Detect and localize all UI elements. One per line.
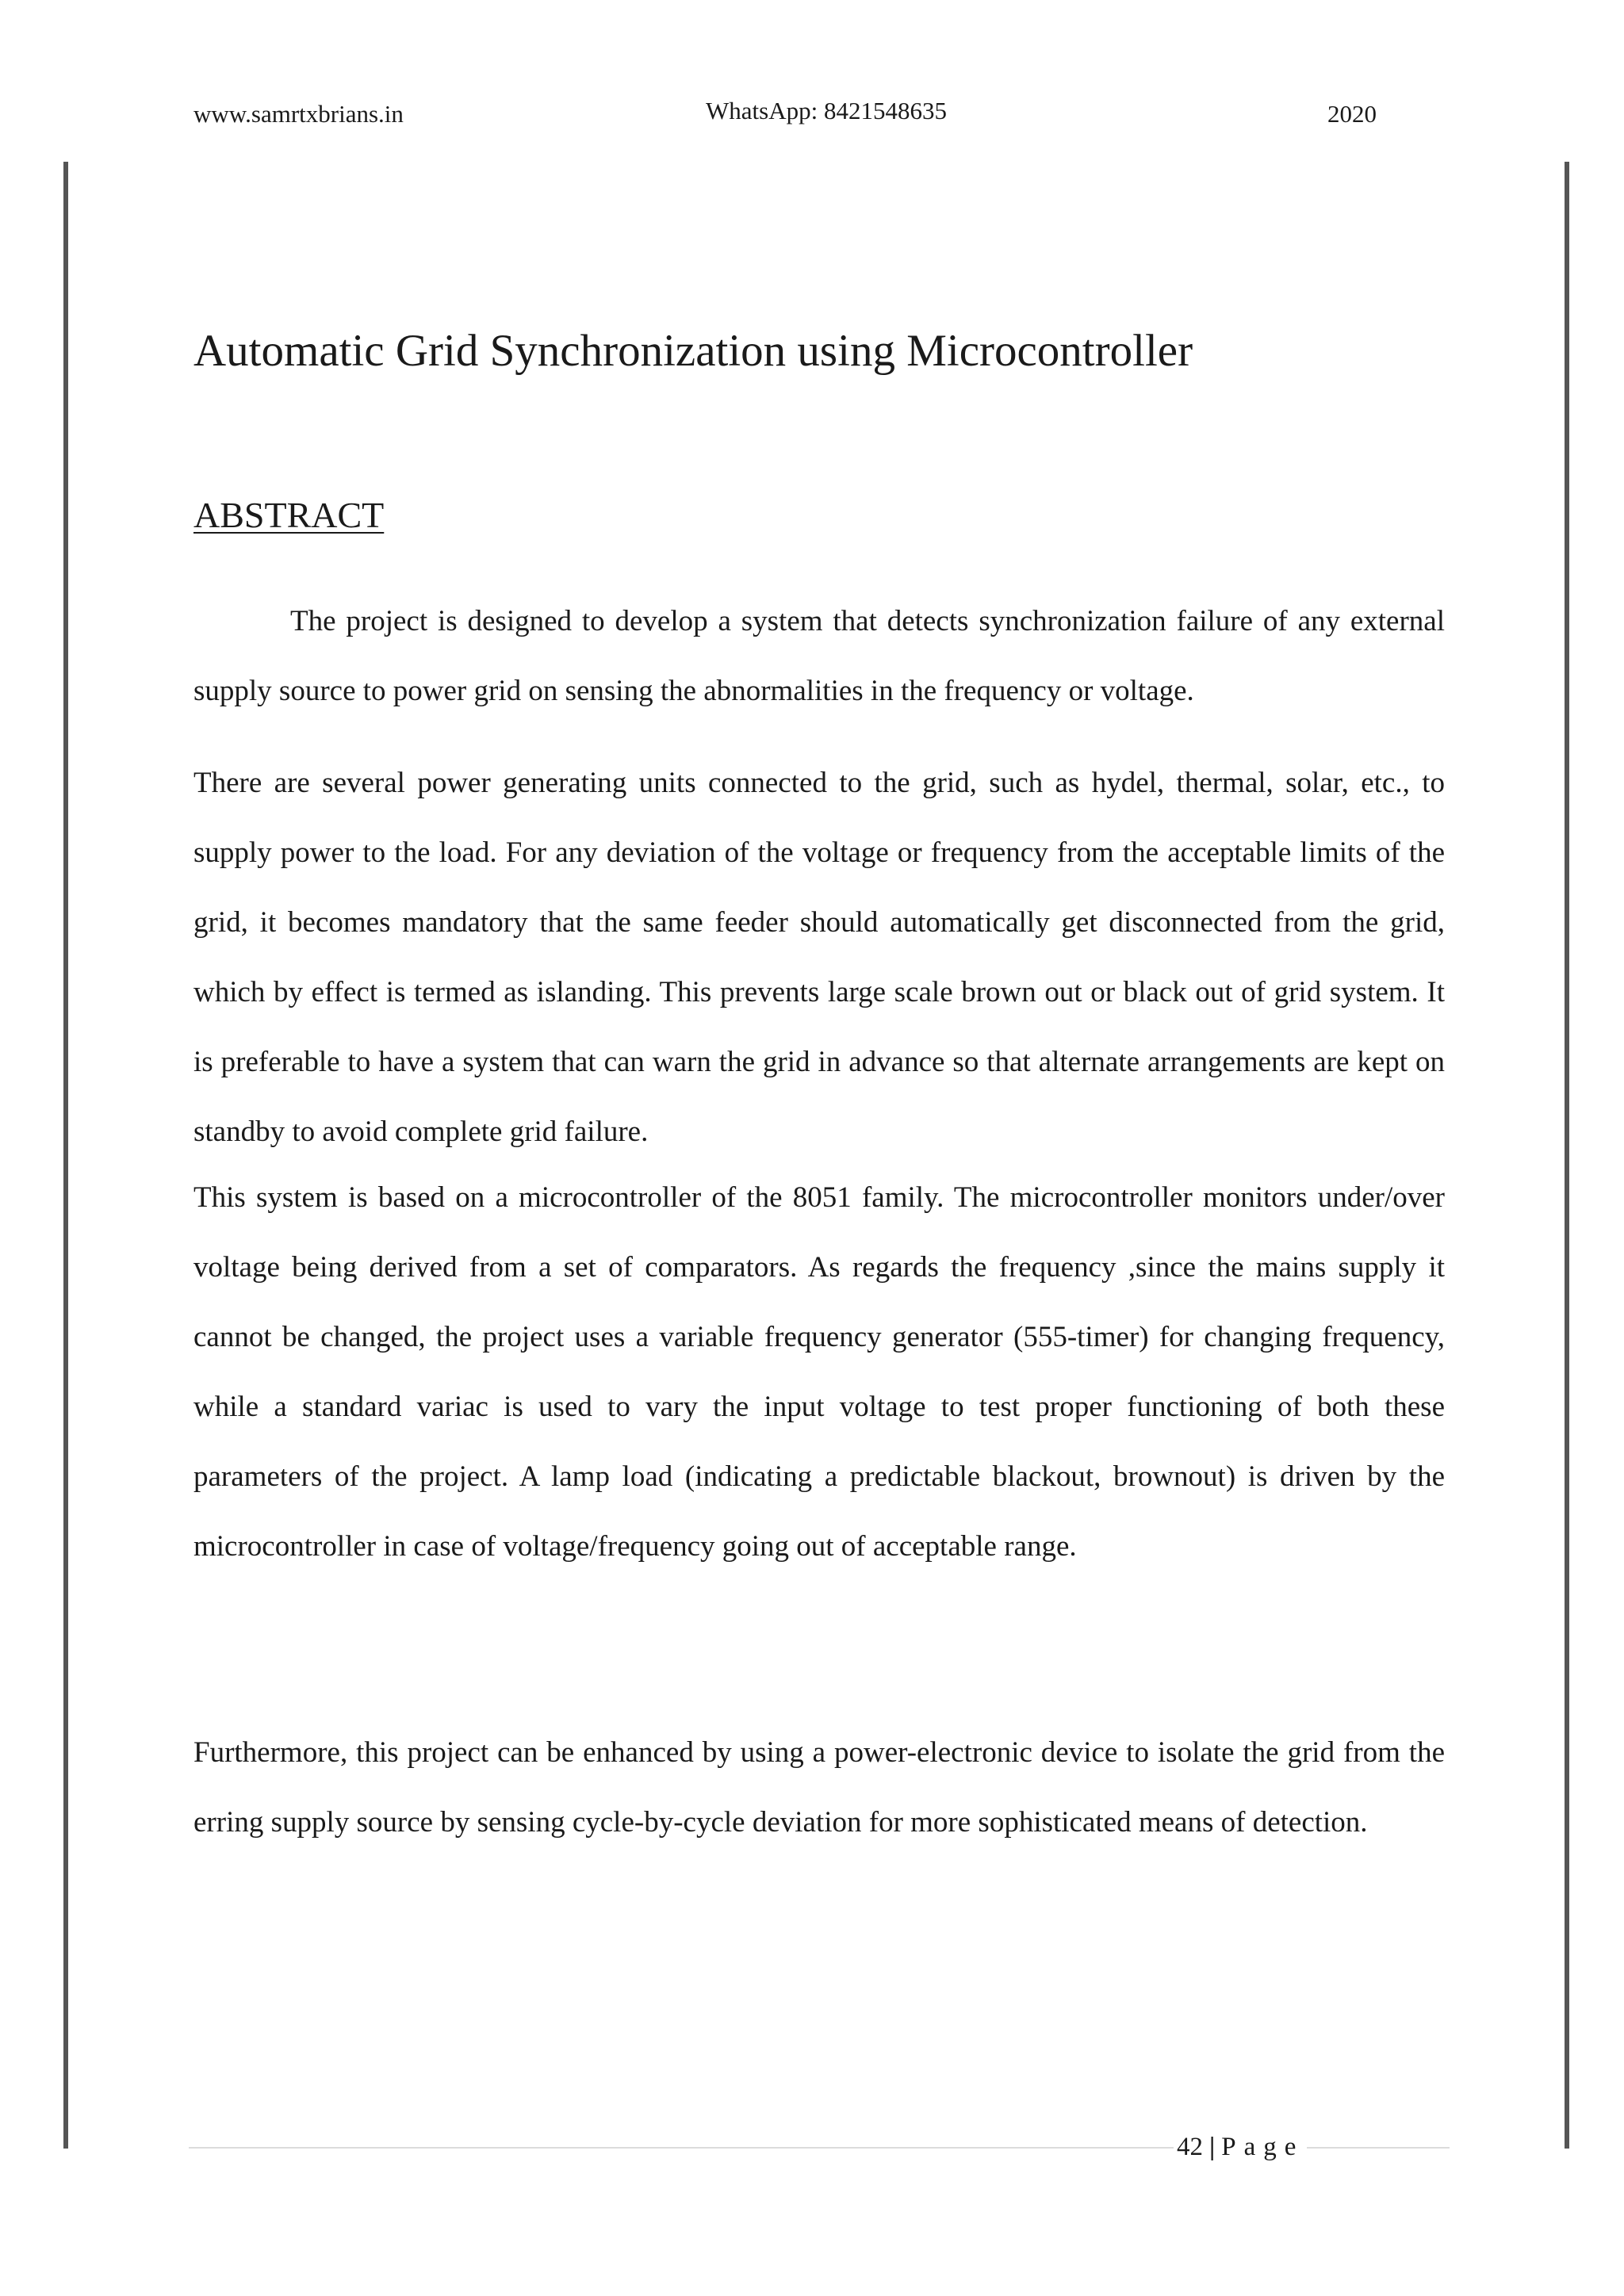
- page-number: 42: [1177, 2133, 1203, 2161]
- abstract-paragraph-3: This system is based on a microcontroller of the 8051 family. The microcontroller monitors under/over voltage being derived from a set of comparators. As regards the frequency ,since the mains supply it cannot be changed, the project uses a variable frequency generator (555-timer) for changing frequency, while a standard variac is used to vary the input voltage to test proper functioning of both these parameters of the project. A lamp load (indicating a predictable blackout, brownout) is driven by the microcontroller in case of voltage/frequency going out of acceptable range.: [193, 1181, 1445, 1563]
- header-whatsapp: WhatsApp: 8421548635: [706, 97, 947, 124]
- abstract-heading: ABSTRACT: [193, 495, 385, 535]
- abstract-paragraph-1: The project is designed to develop a system that detects synchronization failure of any external supply source to power grid on sensing the abnormalities in the frequency or voltage.: [193, 605, 1445, 707]
- page-separator: |: [1209, 2133, 1216, 2161]
- page-border-left: [63, 162, 68, 2149]
- page-label: Page: [1221, 2133, 1304, 2161]
- abstract-paragraph-4: Furthermore, this project can be enhanced by using a power-electronic device to isolate the grid from the erring supply source by sensing cycle-by-cycle deviation for more sophisticated means of detection.: [193, 1736, 1445, 1839]
- abstract-paragraph-2: There are several power generating units connected to the grid, such as hydel, thermal, solar, etc., to supply power to the load. For any deviation of the voltage or frequency from the acceptable limits of the grid, it becomes mandatory that the same feeder should automatically get disconnected from the grid, which by effect is termed as islanding. This prevents large scale brown out or black out of grid system. It is preferable to have a system that can warn the grid in advance so that alternate arrangements are kept on standby to avoid complete grid failure.: [193, 767, 1445, 1148]
- document-title: Automatic Grid Synchronization using Microcontroller: [193, 326, 1193, 377]
- header-website: www.samrtxbrians.in: [193, 100, 404, 128]
- page-border-right: [1565, 162, 1569, 2149]
- header-year: 2020: [1327, 100, 1377, 128]
- page-footer: [1174, 2131, 1307, 2163]
